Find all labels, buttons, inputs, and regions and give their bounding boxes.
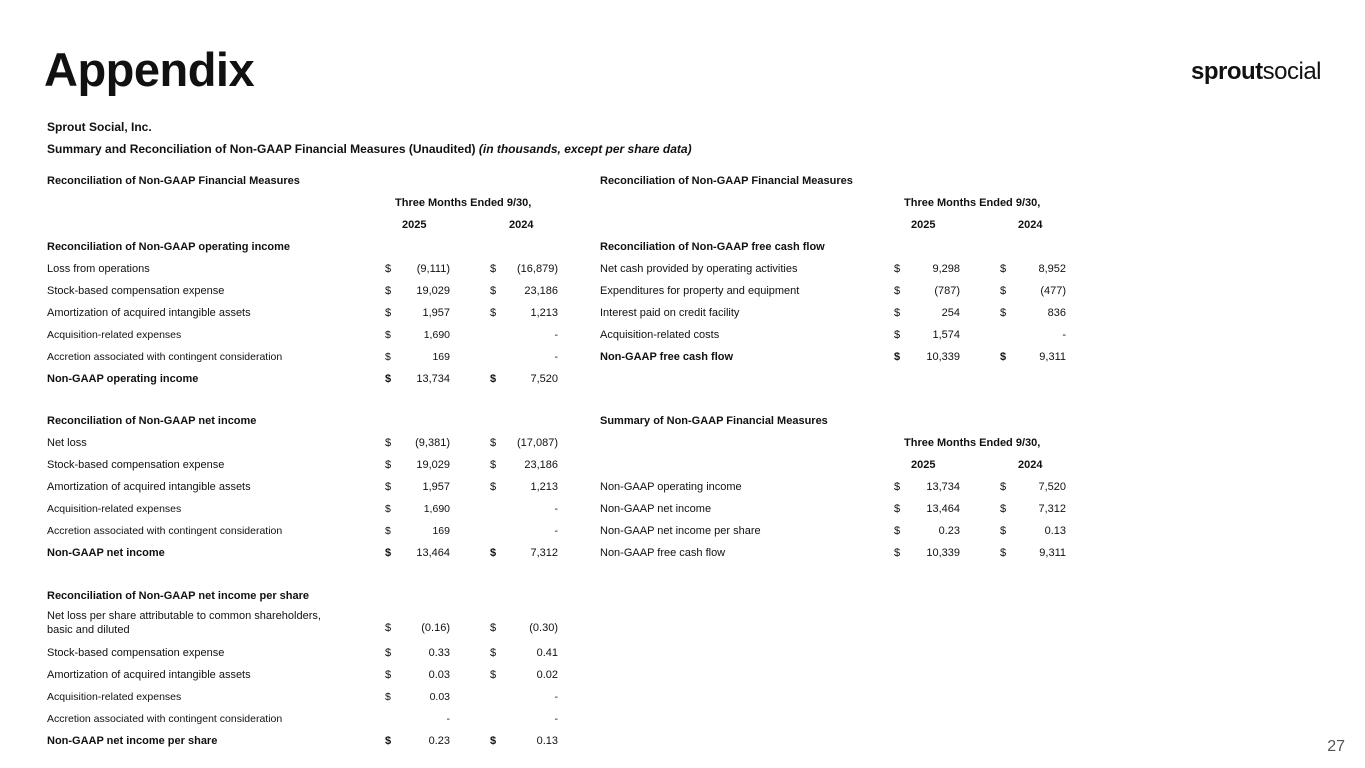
subtitle-main: Summary and Reconciliation of Non-GAAP Financial Measures (Unaudited): [47, 142, 476, 156]
logo-light-text: social: [1262, 58, 1321, 85]
right-year-a: 2025: [911, 219, 936, 231]
summary-year-a: 2025: [911, 459, 936, 471]
per-share-table: Net loss per share attributable to common shareholders, basic and diluted $ (0.16) $ (0.30) Stock-based compensation expense $ 0.33 $ 0.41 Amortization of acquired intangible assets $ 0.03 $ 0.02 Acquisition-related expenses $ 0.03 - Accretion associated with contingent consideration - - Non-GAAP net income per share $ 0.23 $ 0.13: [47, 610, 558, 747]
left-period-label: Three Months Ended 9/30,: [395, 197, 532, 209]
page-number: 27: [1327, 738, 1345, 755]
report-subtitle: [47, 142, 692, 156]
op-income-table: Loss from operations $ (9,111) $ (16,879) Stock-based compensation expense $ 19,029 $ 23,186 Amortization of acquired intangible assets $ 1,957 $ 1,213 Acquisition-related expenses $ 1,690 - Accretion associated with contingent consideration $ 169 - Non-GAAP operating income $ 13,734 $ 7,520: [47, 263, 558, 385]
sprout-social-logo: [1191, 58, 1321, 86]
logo-bold-text: sprout: [1190, 58, 1263, 85]
per-share-first-label: Net loss per share attributable to common shareholders, basic and diluted: [47, 610, 321, 636]
company-name: Sprout Social, Inc.: [47, 120, 152, 134]
left-year-a: 2025: [402, 219, 427, 231]
fcf-table: Net cash provided by operating activities $ 9,298 $ 8,952 Expenditures for property and equipment $ (787) $ (477) Interest paid on credit facility $ 254 $ 836 Acquisition-related costs $ 1,574 - Non-GAAP free cash flow $ 10,339 $ 9,311: [600, 263, 1066, 363]
right-year-b: 2024: [1018, 219, 1043, 231]
page-title: Appendix: [44, 43, 255, 96]
net-income-table: Net loss $ (9,381) $ (17,087) Stock-based compensation expense $ 19,029 $ 23,186 Amortization of acquired intangible assets $ 1,957 $ 1,213 Acquisition-related expenses $ 1,690 - Accretion associated with contingent consideration $ 169 - Non-GAAP net income $ 13,464 $ 7,312: [47, 437, 558, 559]
right-period-label: Three Months Ended 9/30,: [904, 197, 1041, 209]
summary-period-label: Three Months Ended 9/30,: [904, 437, 1041, 449]
left-column: Reconciliation of Non-GAAP Financial Measures Three Months Ended 9/30, 2025 2024 Reconciliation of Non-GAAP operating income Loss from operations $ (9,111) $ (16,879) Stock-based compensation expense $ 19,029 $ 23,186 Amortization of acquired intangible assets $ 1,957 $ 1,213 Acquisition-related expenses $ 1,690 - Accretion associated with contingent consideration $ 169 - Non-GAAP operating income $ 13,734 $ 7,520 Reconciliation of Non-GAAP net income Net loss $ (9,381) $ (17,087) Stock-based compensation expense $ 19,029 $ 23,186 Amortization of acquired intangible assets $ 1,957 $ 1,213 Acquisition-related expenses $ 1,690 - Accretion associated with contingent consideration $ 169 - Non-GAAP net income $ 13,464 $ 7,312 Reconciliation of Non-GAAP net income per share Net loss per share attributable to common shareholders, basic and diluted $ (0.16) $ (0.30) Stock-based compensation expense $ 0.33 $ 0.41 Amortization of acquired intangible assets $ 0.03 $ 0.02 Acquisition-related expenses $ 0.03 - Accretion associated with contingent consideration - - Non-GAAP net income per share $ 0.23 $ 0.13: [47, 170, 567, 760]
summary-table: Non-GAAP operating income $ 13,734 $ 7,520 Non-GAAP net income $ 13,464 $ 7,312 Non-GAAP net income per share $ 0.23 $ 0.13 Non-GAAP free cash flow $ 10,339 $ 9,311: [600, 481, 1066, 559]
subtitle-note: (in thousands, except per share data): [478, 142, 692, 156]
left-year-b: 2024: [509, 219, 534, 231]
right-column: Reconciliation of Non-GAAP Financial Measures Three Months Ended 9/30, 2025 2024 Reconciliation of Non-GAAP free cash flow Net cash provided by operating activities $ 9,298 $ 8,952 Expenditures for property and equipment $ (787) $ (477) Interest paid on credit facility $ 254 $ 836 Acquisition-related costs $ 1,574 - Non-GAAP free cash flow $ 10,339 $ 9,311 Summary of Non-GAAP Financial Measures Three Months Ended 9/30, 2025 2024 Non-GAAP operating income $ 13,734 $ 7,520 Non-GAAP net income $ 13,464 $ 7,312 Non-GAAP net income per share $ 0.23 $ 0.13 Non-GAAP free cash flow $ 10,339 $ 9,311: [600, 170, 1120, 570]
summary-year-b: 2024: [1018, 459, 1043, 471]
